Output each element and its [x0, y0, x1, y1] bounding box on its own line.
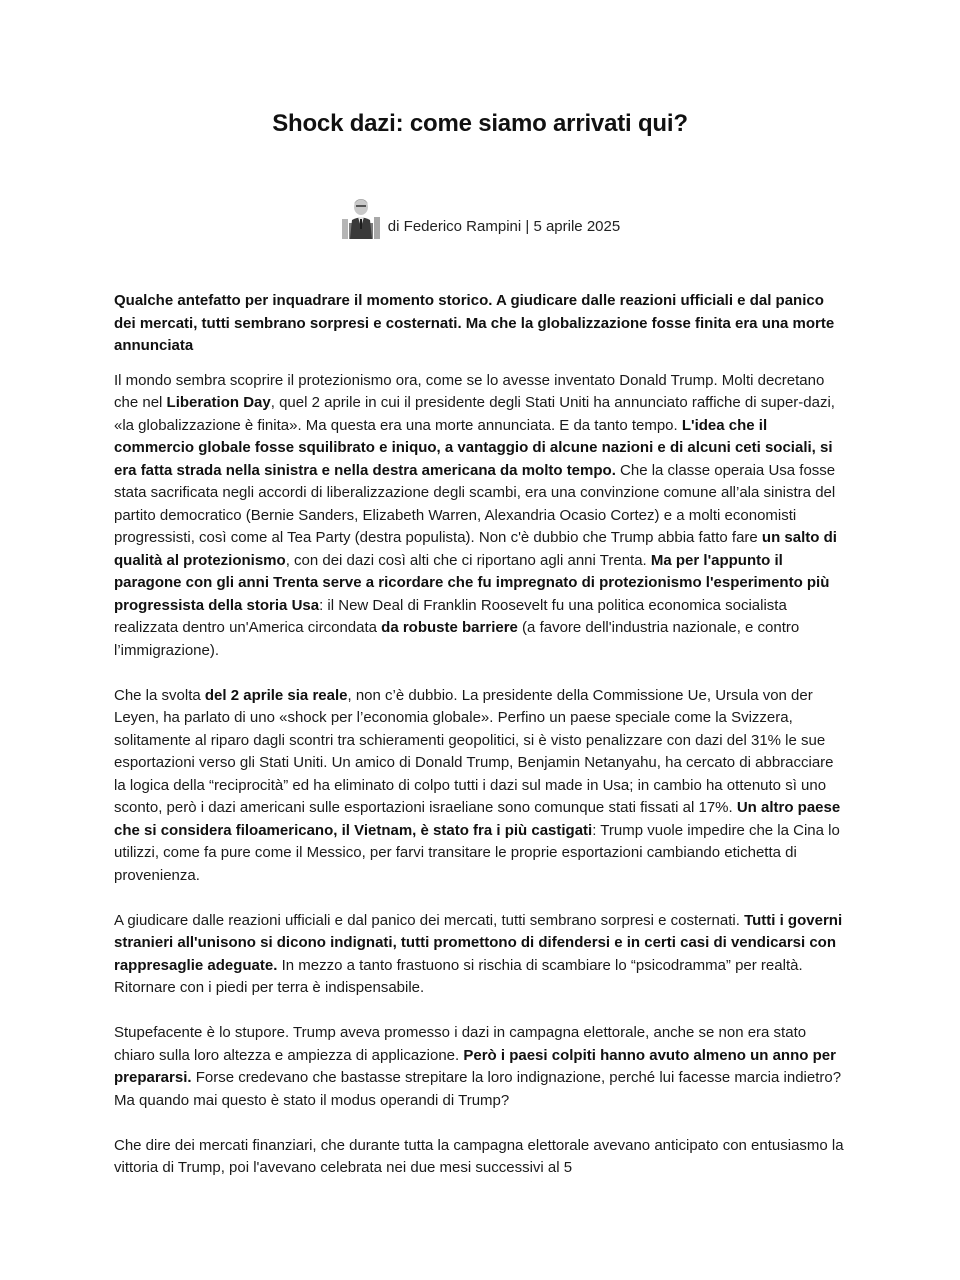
byline-text: [388, 217, 620, 237]
paragraph-4: [114, 1022, 848, 1112]
paragraph-3: [114, 910, 848, 1000]
paragraph-3-bold-1: Tutti i governi stranieri all'unisono si dicono indignati, tutti promettono di difendersi e in certi casi di vendicarsi con rappresaglie adeguate.: [114, 911, 843, 974]
paragraph-1-text-1: Il mondo sembra scoprire il protezionismo ora, come se lo avesse inventato Donald Trump. Molti decretano che nel: [114, 371, 825, 411]
paragraph-1-text-5: : il New Deal di Franklin Roosevelt fu una politica economica socialista realizzata dentro un'America circondata: [114, 596, 787, 636]
byline-prefix: di: [387, 218, 400, 235]
paragraph-1-text-2: , quel 2 aprile in cui il presidente degli Stati Uniti ha annunciato raffiche di super-dazi, «la globalizzazione è finita». Ma questa era una morte annunciata. E da tanto tempo.: [114, 394, 835, 434]
byline-separator: |: [525, 218, 530, 235]
paragraph-1-bold-1: Liberation Day: [166, 394, 271, 411]
publish-date: 5 aprile 2025: [533, 218, 621, 235]
paragraph-4-bold-1: Però i paesi colpiti hanno avuto almeno un anno per prepararsi.: [114, 1046, 836, 1086]
paragraph-5: [114, 1135, 848, 1180]
author-photo-icon[interactable]: [340, 193, 382, 239]
paragraph-1-text-3: Che la classe operaia Usa fosse stata sacrificata negli accordi di liberalizzazione degli scambi, era una convinzione comune all’ala sinistra del partito democratico (Bernie Sanders, Elizabeth Warren, Alexandria Ocasio Cortez) e a molti economisti progressisti, così come al Tea Party (destra populista). Non c'è dubbio che Trump abbia fatto fare: [114, 461, 836, 546]
article-title: Shock dazi: come siamo arrivati qui?: [272, 110, 688, 137]
article-body: [114, 290, 848, 1202]
paragraph-2-bold-2: Un altro paese che si considera filoamericano, il Vietnam, è stato fra i più castigati: [114, 799, 841, 839]
paragraph-5-text-1: Che dire dei mercati finanziari, che durante tutta la campagna elettorale avevano anticipato con entusiasmo la vittoria di Trump, poi l'avevano celebrata nei due mesi successivi al 5: [114, 1136, 844, 1176]
paragraph-2-text-1: Che la svolta: [114, 686, 205, 704]
paragraph-2-text-2: , non c’è dubbio. La presidente della Commissione Ue, Ursula von der Leyen, ha parlato di uno «shock per l’economia globale». Perfino un paese speciale come la Svizzera, solitamente al riparo dagli scontri tra schieramenti geopolitici, si è visto penalizzare con dazi del 31% le sue esportazioni verso gli Stati Uniti. Un amico di Donald Trump, Benjamin Netanyahu, ha cercato di abbracciare la logica della “reciprocità” ed ha eliminato di colpo tutti i dazi sul made in Usa; in cambio ha ottenuto sì uno sconto, però i dazi americani sulle esportazioni israeliane sono comunque stati fissati al 17%.: [114, 686, 834, 816]
paragraph-1-bold-4: Ma per l'appunto il paragone con gli anni Trenta serve a ricordare che fu impregnato di protezionismo l'esperimento più progressista della storia Usa: [114, 551, 830, 614]
paragraph-4-text-1: Stupefacente è lo stupore. Trump aveva promesso i dazi in campagna elettorale, anche se non era stato chiaro sulla loro altezza e ampiezza di applicazione.: [114, 1024, 807, 1064]
byline: [0, 193, 960, 239]
paragraph-3-text-2: In mezzo a tanto frastuono si rischia di scambiare lo “psicodramma” per realtà. Ritornare con i piedi per terra è indispensabile.: [114, 956, 803, 996]
paragraph-1-text-4: , con dei dazi così alti che ci riportano agli anni Trenta.: [285, 551, 651, 569]
paragraph-1: [114, 370, 848, 663]
paragraph-2: [114, 685, 848, 888]
paragraph-2-text-3: : Trump vuole impedire che la Cina lo utilizzi, come fa pure come il Messico, per farvi transitare le proprie esportazioni cambiando etichetta di provenienza.: [114, 821, 840, 884]
author-name[interactable]: Federico Rampini: [403, 218, 522, 235]
paragraph-3-text-1: A giudicare dalle reazioni ufficiali e dal panico dei mercati, tutti sembrano sorpresi e costernati.: [114, 911, 745, 929]
article-lead: Qualche antefatto per inquadrare il momento storico. A giudicare dalle reazioni ufficiali e dal panico dei mercati, tutti sembrano sorpresi e costernati. Ma che la globalizzazione fosse finita era una morte annunciata: [114, 292, 835, 354]
paragraph-1-bold-2: L'idea che il commercio globale fosse squilibrato e iniquo, a vantaggio di alcune nazioni e di alcuni ceti sociali, si era fatta strada nella sinistra e nella destra americana da molto tempo.: [114, 416, 833, 479]
paragraph-1-bold-3: un salto di qualità al protezionismo: [114, 529, 837, 569]
paragraph-4-text-2: Forse credevano che bastasse strepitare la loro indignazione, perché lui facesse marcia indietro? Ma quando mai questo è stato il modus operandi di Trump?: [114, 1069, 842, 1109]
paragraph-1-bold-5: da robuste barriere: [381, 619, 518, 636]
paragraph-2-bold-1: del 2 aprile sia reale: [204, 686, 348, 704]
paragraph-1-text-6: (a favore dell'industria nazionale, e contro l’immigrazione).: [114, 619, 800, 659]
